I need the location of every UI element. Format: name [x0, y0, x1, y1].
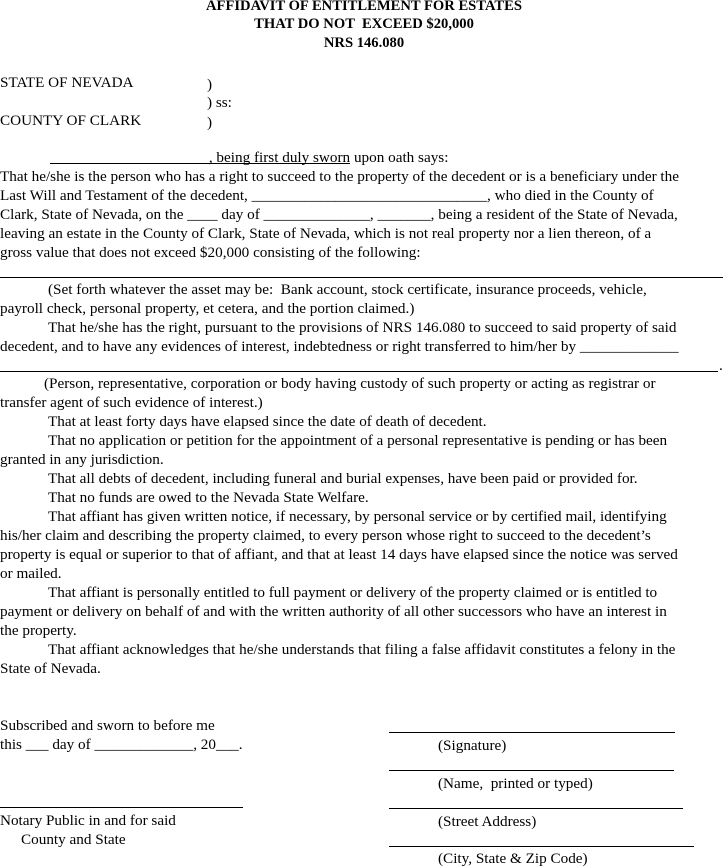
- body-line: transfer agent of such evidence of interest.): [0, 394, 263, 411]
- body-line: leaving an estate in the County of Clark, State of Nevada, which is not real property nor a lien thereon, of a: [0, 225, 652, 242]
- street-address-line: [389, 808, 683, 809]
- city-state-zip-line: [389, 846, 694, 847]
- notary-label: County and State: [21, 831, 126, 848]
- sworn-date-line: this ___ day of _____________, 20___.: [0, 736, 243, 753]
- body-line: payment or delivery on behalf of and with the written authority of all other successors who have an interest in: [0, 603, 667, 620]
- body-line: his/her claim and describing the property claimed, to every person whose right to succeed to the decedent’s: [0, 527, 651, 544]
- body-line: That affiant has given written notice, if necessary, by personal service or by certified mail, identifying: [48, 508, 667, 525]
- caption-paren: ): [207, 114, 213, 131]
- body-line: (Set forth whatever the asset may be: Bank account, stock certificate, insurance proceeds, vehicle,: [48, 281, 647, 298]
- document-title-line-1: AFFIDAVIT OF ENTITLEMENT FOR ESTATES: [205, 0, 522, 14]
- sworn-statement: Subscribed and sworn to before me: [0, 717, 215, 734]
- city-state-zip-label: (City, State & Zip Code): [438, 850, 588, 867]
- caption-paren: ): [207, 76, 213, 93]
- caption-ss: ) ss:: [207, 94, 232, 111]
- body-line: That no application or petition for the appointment of a personal representative is pending or has been: [48, 432, 668, 449]
- body-line: (Person, representative, corporation or body having custody of such property or acting as registrar or: [44, 375, 656, 392]
- body-line: .: [719, 357, 723, 374]
- body-line: That he/she is the person who has a right to succeed to the property of the decedent or is a beneficiary under the: [0, 168, 679, 185]
- street-address-label: (Street Address): [438, 813, 537, 830]
- body-line: or mailed.: [0, 565, 62, 582]
- document-title-line-3: NRS 146.080: [323, 35, 405, 51]
- body-line: granted in any jurisdiction.: [0, 451, 164, 468]
- state-label: STATE OF NEVADA: [0, 74, 134, 91]
- county-label: COUNTY OF CLARK: [0, 112, 142, 129]
- signature-line: [389, 732, 675, 733]
- notary-signature-line: [0, 807, 243, 808]
- signature-label: (Signature): [438, 737, 507, 754]
- notary-label: Notary Public in and for said: [0, 812, 176, 829]
- body-line: Clark, State of Nevada, on the ____ day of ______________, _______, being a resident of the State of Nevada,: [0, 206, 678, 223]
- affiant-name-blank: [50, 163, 350, 164]
- body-line: That at least forty days have elapsed since the date of death of decedent.: [48, 413, 487, 430]
- body-line: payroll check, personal property, et cetera, and the portion claimed.): [0, 300, 415, 317]
- body-line: That no funds are owed to the Nevada State Welfare.: [48, 489, 369, 506]
- body-line: the property.: [0, 622, 77, 639]
- body-line: decedent, and to have any evidences of interest, indebtedness or right transferred to him/her by _____________: [0, 338, 679, 355]
- body-line: State of Nevada.: [0, 660, 101, 677]
- body-line: That all debts of decedent, including funeral and burial expenses, have been paid or provided for.: [48, 470, 638, 487]
- body-line: That he/she has the right, pursuant to the provisions of NRS 146.080 to succeed to said property of said: [48, 319, 677, 336]
- body-line: gross value that does not exceed $20,000 consisting of the following:: [0, 244, 421, 261]
- body-line: That affiant acknowledges that he/she understands that filing a false affidavit constitutes a felony in the: [48, 641, 676, 658]
- name-line: [389, 770, 674, 771]
- custodian-blank-line: [0, 371, 718, 372]
- body-line: That affiant is personally entitled to full payment or delivery of the property claimed or is entitled to: [48, 584, 658, 601]
- name-label: (Name, printed or typed): [438, 775, 593, 792]
- affiant-name-line: , being first duly sworn upon oath says:: [0, 149, 449, 166]
- body-line: Last Will and Testament of the decedent, _______________________________, who died in the County of: [0, 187, 654, 204]
- body-line: property is equal or superior to that of affiant, and that at least 14 days have elapsed since the notice was served: [0, 546, 678, 563]
- asset-blank-line: [0, 277, 723, 278]
- document-title-line-2: THAT DO NOT EXCEED $20,000: [254, 16, 474, 32]
